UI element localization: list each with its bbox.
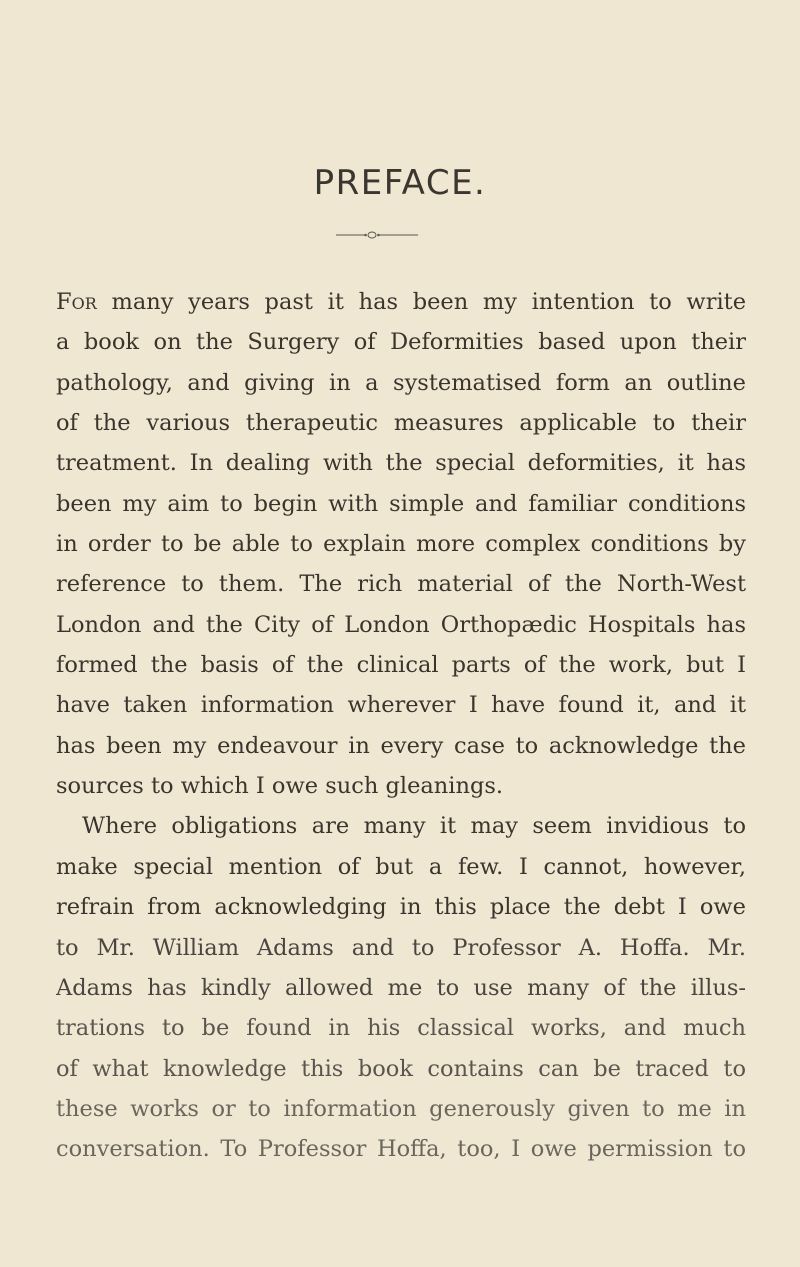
text-line: in order to be able to explain more complex conditions by	[56, 531, 746, 558]
text-line: reference to them. The rich material of the North-West	[56, 571, 746, 598]
text-line: conversation. To Professor Hoffa, too, I owe permission to	[56, 1136, 746, 1163]
text-line: make special mention of but a few. I cannot, however,	[56, 853, 746, 880]
text-line: to Mr. William Adams and to Professor A. Hoffa. Mr.	[56, 934, 746, 961]
text-line: Where obligations are many it may seem invidious to	[82, 813, 746, 840]
text-line: of the various therapeutic measures applicable to their	[56, 410, 746, 437]
text-line: Adams has kindly allowed me to use many of the illus-	[56, 974, 746, 1001]
text-line: a book on the Surgery of Deformities based upon their	[56, 329, 746, 356]
text-line: has been my endeavour in every case to acknowledge the	[56, 732, 746, 759]
text-line: treatment. In dealing with the special deformities, it has	[56, 450, 746, 477]
text-line: sources to which I owe such gleanings.	[56, 773, 504, 800]
text-line: refrain from acknowledging in this place the debt I owe	[56, 894, 746, 921]
text-line: have taken information wherever I have found it, and it	[56, 692, 746, 719]
paragraph-1	[56, 282, 746, 806]
text-line: trations to be found in his classical works, and much	[56, 1015, 746, 1042]
text-line: London and the City of London Orthopædic Hospitals has	[56, 611, 746, 638]
paragraph-2	[56, 806, 746, 1169]
lead-word: For	[56, 289, 97, 315]
text-line: formed the basis of the clinical parts of the work, but I	[56, 652, 746, 679]
text-line: of what knowledge this book contains can be traced to	[56, 1055, 746, 1082]
text-line	[56, 282, 746, 322]
text-line: these works or to information generously given to me in	[56, 1095, 746, 1122]
title-ornament	[336, 230, 418, 240]
text-line-content: many years past it has been my intention to write	[111, 289, 746, 315]
text-line: been my aim to begin with simple and familiar conditions	[56, 490, 746, 517]
page-title: PREFACE.	[313, 163, 487, 203]
text-line: pathology, and giving in a systematised form an outline	[56, 369, 746, 396]
preface-text	[56, 282, 746, 1170]
